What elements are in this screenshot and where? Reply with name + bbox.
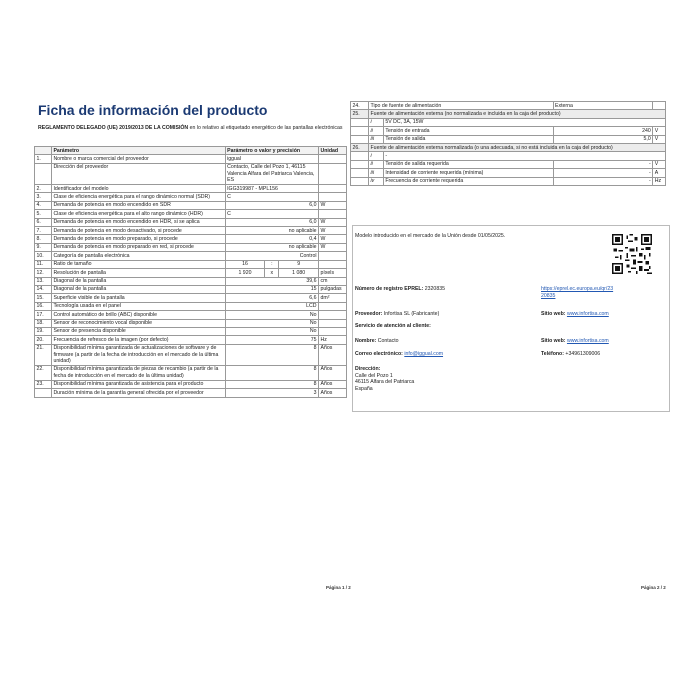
table-row bbox=[35, 252, 347, 260]
eprel-registration bbox=[355, 286, 445, 293]
table-row bbox=[35, 389, 347, 397]
supply-number: 25. bbox=[351, 110, 369, 118]
table-row bbox=[35, 380, 347, 388]
supply-parameter: Frecuencia de corriente requerida bbox=[383, 177, 553, 185]
table-row bbox=[35, 235, 347, 243]
table-row bbox=[35, 365, 347, 380]
supply-unit bbox=[653, 102, 666, 110]
header-num bbox=[35, 147, 52, 155]
table-row bbox=[35, 302, 347, 310]
row-unit: Años bbox=[319, 389, 347, 397]
provider-line bbox=[355, 311, 439, 318]
supply-text: Fuente de alimentación externa normalizada (o una adecuada, si no está incluida en la caja del producto) bbox=[369, 144, 666, 152]
provider-value: Infortisa SL (Fabricante) bbox=[383, 311, 440, 317]
address-line-2: 46115 Alfara del Patriarca bbox=[355, 379, 415, 386]
row-number: 21. bbox=[35, 344, 52, 365]
supply-text: Fuente de alimentación externa (no normalizada e incluida en la caja del producto) bbox=[369, 110, 666, 118]
row-unit: cm bbox=[319, 277, 347, 285]
row-number: 17. bbox=[35, 311, 52, 319]
row-unit bbox=[319, 252, 347, 260]
eprel-link[interactable]: https://eprel.ec.europa.eu/qr/23 20835 bbox=[541, 286, 614, 299]
supply-row bbox=[351, 160, 666, 168]
phone-label: Teléfono: bbox=[541, 351, 564, 357]
row-number: 19. bbox=[35, 327, 52, 335]
regulation-rest: en lo relativo al etiquetado energético de las pantallas electrónicas bbox=[188, 125, 343, 131]
row-unit: W bbox=[319, 218, 347, 226]
row-parameter: Demanda de potencia en modo encendido en SDR bbox=[51, 201, 225, 209]
row-number: 20. bbox=[35, 336, 52, 344]
table-row bbox=[35, 193, 347, 201]
row-parameter: Disponibilidad mínima garantizada de piezas de recambio (a partir de la fecha de introducción en el mercado de la última unidad) bbox=[51, 365, 225, 380]
row-number: 18. bbox=[35, 319, 52, 327]
row-unit bbox=[319, 185, 347, 193]
row-parameter: Demanda de potencia en modo encendido en HDR, si se aplica bbox=[51, 218, 225, 226]
service-heading: Servicio de atención al cliente: bbox=[355, 323, 431, 329]
supply-row bbox=[351, 118, 666, 126]
table-row bbox=[35, 260, 347, 268]
supply-text: - bbox=[383, 152, 665, 160]
supply-value: 240 bbox=[553, 127, 653, 135]
table-row bbox=[35, 210, 347, 218]
row-unit bbox=[319, 319, 347, 327]
name-value: Contacto bbox=[377, 338, 399, 344]
row-value: 6,6 bbox=[225, 294, 318, 302]
row-value: 6,0 bbox=[225, 201, 318, 209]
row-parameter: Diagonal de la pantalla bbox=[51, 277, 225, 285]
row-number: 7. bbox=[35, 227, 52, 235]
row-unit bbox=[319, 155, 347, 163]
row-value-a: 1 920 bbox=[225, 269, 265, 277]
row-value: LCD bbox=[225, 302, 318, 310]
row-parameter: Sensor de presencia disponible bbox=[51, 327, 225, 335]
row-unit bbox=[319, 193, 347, 201]
supply-parameter: Tensión de salida bbox=[383, 135, 553, 143]
phone-line bbox=[541, 351, 600, 358]
supply-unit: V bbox=[653, 160, 666, 168]
row-value: No bbox=[225, 319, 318, 327]
supply-row bbox=[351, 152, 666, 160]
contact-name-line bbox=[355, 338, 399, 345]
provider-label: Proveedor: bbox=[355, 311, 383, 317]
email-label: Correo electrónico: bbox=[355, 351, 403, 357]
email-link[interactable]: info@iggual.com bbox=[404, 351, 444, 357]
page-2-footer: Página 2 / 2 bbox=[641, 585, 666, 590]
web2-link[interactable]: www.infortisa.com bbox=[566, 338, 609, 344]
provider-web-line bbox=[541, 311, 609, 318]
phone-value: +34961309006 bbox=[565, 351, 601, 357]
row-value: C bbox=[225, 193, 318, 201]
supply-unit: V bbox=[653, 135, 666, 143]
supply-value: 5,0 bbox=[553, 135, 653, 143]
supply-parameter: Tensión de entrada bbox=[383, 127, 553, 135]
supply-number bbox=[351, 118, 369, 126]
row-number: 8. bbox=[35, 235, 52, 243]
address-label: Dirección: bbox=[355, 366, 381, 372]
product-info-table bbox=[34, 146, 347, 398]
row-unit bbox=[319, 302, 347, 310]
power-supply-table bbox=[350, 101, 666, 186]
row-unit: Años bbox=[319, 380, 347, 388]
row-value: 39,6 bbox=[225, 277, 318, 285]
row-number: 9. bbox=[35, 243, 52, 251]
supply-parameter: Tipo de fuente de alimentación bbox=[369, 102, 554, 110]
row-value: Control bbox=[225, 252, 318, 260]
row-parameter: Demanda de potencia en modo preparado, si procede bbox=[51, 235, 225, 243]
table-row bbox=[35, 155, 347, 163]
row-value: 8 bbox=[225, 344, 318, 365]
row-number: 5. bbox=[35, 210, 52, 218]
supply-number bbox=[351, 127, 369, 135]
web2-label: Sitio web: bbox=[541, 338, 566, 344]
supply-subindex: i bbox=[369, 118, 384, 126]
regulation-bold: REGLAMENTO DELEGADO (UE) 2019/2013 DE LA COMISIÓN bbox=[38, 125, 189, 131]
supply-text: 5V DC, 3A, 15W bbox=[383, 118, 665, 126]
supply-number bbox=[351, 152, 369, 160]
address-block bbox=[355, 366, 414, 392]
row-number bbox=[35, 163, 52, 184]
row-parameter: Duración mínima de la garantía general ofrecida por el proveedor bbox=[51, 389, 225, 397]
row-value: 0,4 bbox=[225, 235, 318, 243]
table-row bbox=[35, 344, 347, 365]
row-parameter: Disponibilidad mínima garantizada de asistencia para el producto bbox=[51, 380, 225, 388]
row-parameter: Nombre o marca comercial del proveedor bbox=[51, 155, 225, 163]
supply-subindex: iv bbox=[369, 177, 384, 185]
table-row bbox=[35, 163, 347, 184]
row-parameter: Demanda de potencia en modo preparado en red, si procede bbox=[51, 243, 225, 251]
row-parameter: Resolución de pantalla bbox=[51, 269, 225, 277]
row-unit bbox=[319, 260, 347, 268]
supply-row bbox=[351, 110, 666, 118]
supply-number bbox=[351, 135, 369, 143]
row-parameter: Frecuencia de refresco de la imagen (por defecto) bbox=[51, 336, 225, 344]
supply-row bbox=[351, 102, 666, 110]
row-unit: W bbox=[319, 201, 347, 209]
row-unit: W bbox=[319, 235, 347, 243]
row-unit: dm² bbox=[319, 294, 347, 302]
table-row bbox=[35, 277, 347, 285]
table-row bbox=[35, 311, 347, 319]
market-date: Modelo introducido en el mercado de la Unión desde 01/05/2025. bbox=[355, 233, 506, 239]
row-number: 22. bbox=[35, 365, 52, 380]
row-parameter: Dirección del proveedor bbox=[51, 163, 225, 184]
row-value: 8 bbox=[225, 365, 318, 380]
table-row bbox=[35, 243, 347, 251]
row-number: 6. bbox=[35, 218, 52, 226]
row-unit: Hz bbox=[319, 336, 347, 344]
web-link[interactable]: www.infortisa.com bbox=[566, 311, 609, 317]
supply-row bbox=[351, 135, 666, 143]
row-value: 6,0 bbox=[225, 218, 318, 226]
supply-number bbox=[351, 177, 369, 185]
row-parameter: Demanda de potencia en modo desactivado, si procede bbox=[51, 227, 225, 235]
row-parameter: Clase de eficiencia energética para el alto rango dinámico (HDR) bbox=[51, 210, 225, 218]
row-parameter: Ratio de tamaño bbox=[51, 260, 225, 268]
row-number: 16. bbox=[35, 302, 52, 310]
row-unit: W bbox=[319, 227, 347, 235]
supply-row bbox=[351, 144, 666, 152]
table-row bbox=[35, 294, 347, 302]
row-number: 15. bbox=[35, 294, 52, 302]
table-row bbox=[35, 285, 347, 293]
row-value: 15 bbox=[225, 285, 318, 293]
row-value-b: 9 bbox=[279, 260, 319, 268]
row-unit: Años bbox=[319, 344, 347, 365]
row-number: 23. bbox=[35, 380, 52, 388]
supply-number: 26. bbox=[351, 144, 369, 152]
supply-row bbox=[351, 127, 666, 135]
supply-unit: Hz bbox=[653, 177, 666, 185]
table-row bbox=[35, 327, 347, 335]
supply-number: 24. bbox=[351, 102, 369, 110]
address-line-1: Calle del Pozo 1 bbox=[355, 372, 393, 379]
table-row bbox=[35, 269, 347, 277]
supply-value: - bbox=[553, 177, 653, 185]
row-parameter: Control automático de brillo (ABC) disponible bbox=[51, 311, 225, 319]
table-row bbox=[35, 185, 347, 193]
supply-row bbox=[351, 169, 666, 177]
row-parameter: Diagonal de la pantalla bbox=[51, 285, 225, 293]
row-value-sep: x bbox=[265, 269, 279, 277]
row-value-b: 1 080 bbox=[279, 269, 319, 277]
row-number: 10. bbox=[35, 252, 52, 260]
row-parameter: Categoría de pantalla electrónica bbox=[51, 252, 225, 260]
email-line bbox=[355, 351, 443, 358]
supply-parameter: Intensidad de corriente requerida (mínima) bbox=[383, 169, 553, 177]
web-label: Sitio web: bbox=[541, 311, 566, 317]
table-header bbox=[35, 147, 347, 155]
supply-subindex: iii bbox=[369, 135, 384, 143]
row-value: iggual bbox=[225, 155, 318, 163]
supply-subindex: i bbox=[369, 152, 384, 160]
supply-value: - bbox=[553, 169, 653, 177]
page-1-footer: Página 1 / 2 bbox=[326, 585, 351, 590]
supply-unit: V bbox=[653, 127, 666, 135]
row-parameter: Sensor de reconocimiento vocal disponible bbox=[51, 319, 225, 327]
supply-number bbox=[351, 160, 369, 168]
row-unit bbox=[319, 311, 347, 319]
row-parameter: Tecnología usada en el panel bbox=[51, 302, 225, 310]
supply-unit: A bbox=[653, 169, 666, 177]
row-number: 2. bbox=[35, 185, 52, 193]
row-number: 13. bbox=[35, 277, 52, 285]
supply-value: - bbox=[553, 160, 653, 168]
row-unit: Años bbox=[319, 365, 347, 380]
row-value: no aplicable bbox=[225, 243, 318, 251]
row-number: 12. bbox=[35, 269, 52, 277]
row-unit bbox=[319, 327, 347, 335]
eprel-label: Número de registro EPREL: bbox=[355, 286, 424, 292]
row-unit: W bbox=[319, 243, 347, 251]
header-value: Parámetro o valor y precisión bbox=[225, 147, 318, 155]
row-value: IGG319987 - MPL156 bbox=[225, 185, 318, 193]
supply-subindex: ii bbox=[369, 160, 384, 168]
supply-row bbox=[351, 177, 666, 185]
row-number: 1. bbox=[35, 155, 52, 163]
row-unit: pulgadas bbox=[319, 285, 347, 293]
row-value: no aplicable bbox=[225, 227, 318, 235]
regulation-text bbox=[38, 125, 348, 132]
row-parameter: Clase de eficiencia energética para el rango dinámico normal (SDR) bbox=[51, 193, 225, 201]
row-number: 4. bbox=[35, 201, 52, 209]
row-parameter: Superficie visible de la pantalla bbox=[51, 294, 225, 302]
row-number: 11. bbox=[35, 260, 52, 268]
row-unit: píxels bbox=[319, 269, 347, 277]
name-label: Nombre: bbox=[355, 338, 377, 344]
row-unit bbox=[319, 163, 347, 184]
supply-subindex: iii bbox=[369, 169, 384, 177]
supply-subindex: ii bbox=[369, 127, 384, 135]
row-number: 3. bbox=[35, 193, 52, 201]
supply-parameter: Tensión de salida requerida bbox=[383, 160, 553, 168]
row-parameter: Identificador del modelo bbox=[51, 185, 225, 193]
qr-code-icon[interactable] bbox=[612, 234, 652, 274]
table-row bbox=[35, 319, 347, 327]
row-value: No bbox=[225, 311, 318, 319]
row-value: No bbox=[225, 327, 318, 335]
row-parameter: Disponibilidad mínima garantizada de actualizaciones de software y de firmware (a partir de la fecha de introducción en el mercado de la última unidad) bbox=[51, 344, 225, 365]
row-value: 8 bbox=[225, 380, 318, 388]
row-value: 3 bbox=[225, 389, 318, 397]
row-value-sep: : bbox=[265, 260, 279, 268]
header-unit: Unidad bbox=[319, 147, 347, 155]
table-row bbox=[35, 227, 347, 235]
table-row bbox=[35, 336, 347, 344]
address-line-3: España bbox=[355, 385, 373, 392]
header-param: Parámetro bbox=[51, 147, 225, 155]
row-number: 14. bbox=[35, 285, 52, 293]
service-web-line bbox=[541, 338, 609, 345]
table-row bbox=[35, 218, 347, 226]
supply-number bbox=[351, 169, 369, 177]
row-number bbox=[35, 389, 52, 397]
page-title: Ficha de información del producto bbox=[38, 102, 268, 118]
row-unit bbox=[319, 210, 347, 218]
row-value: 75 bbox=[225, 336, 318, 344]
eprel-number: 2320835 bbox=[424, 286, 445, 292]
row-value: C bbox=[225, 210, 318, 218]
row-value: Contacto, Calle del Pozo 1, 46115 Valencia Alfara del Patriarca Valencia, ES bbox=[225, 163, 318, 184]
row-value-a: 16 bbox=[225, 260, 265, 268]
table-row bbox=[35, 201, 347, 209]
supply-value: Externa bbox=[553, 102, 653, 110]
